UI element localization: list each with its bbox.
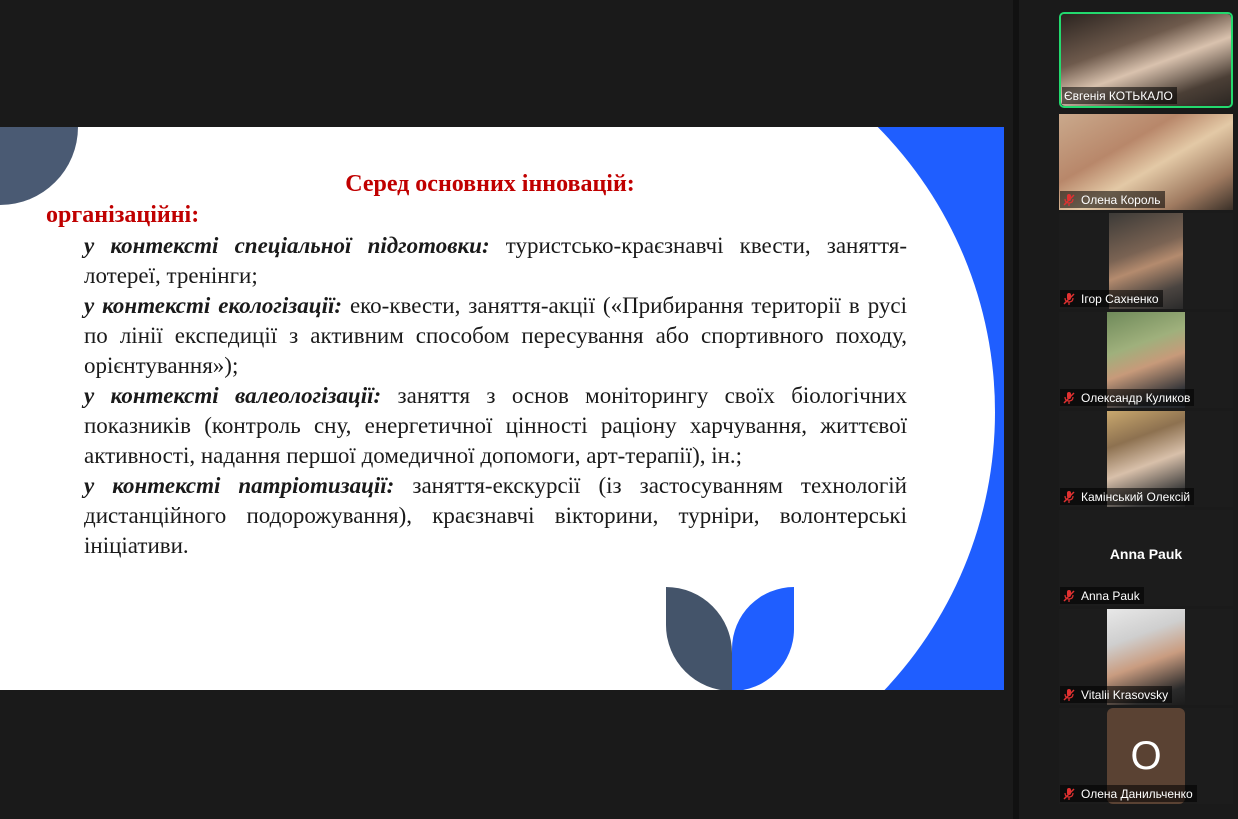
- participant-name-tag: [1062, 87, 1177, 104]
- paragraph-text: заняття-екскурсії (із застосуванням технологій дистанційного подорожування), краєзнавчі вікторини, турніри, волонтерські ініціативи.: [84, 473, 907, 558]
- participant-name: Олена Данильченко: [1081, 786, 1193, 801]
- mic-muted-icon: [1062, 193, 1076, 207]
- participants-panel: [1019, 0, 1238, 819]
- slide-heading: Серед основних інновацій:: [345, 171, 635, 197]
- participant-name: Anna Pauk: [1081, 588, 1140, 603]
- slide-paragraph: [84, 291, 907, 381]
- paragraph-text: заняття з основ моніторингу своїх біологічних показників (контроль сну, енергетичної цінності раціону харчування, життєвої активності, надання першої домедичної допомоги, арт-терапії), ін.;: [84, 383, 907, 468]
- paragraph-context: у контексті екологізації:: [84, 293, 343, 318]
- participant-tile[interactable]: [1059, 114, 1233, 210]
- mic-muted-icon: [1062, 292, 1076, 306]
- participant-name-tag: [1060, 785, 1197, 802]
- mic-muted-icon: [1062, 490, 1076, 504]
- participant-tile[interactable]: [1059, 12, 1233, 108]
- participant-name-tag: [1060, 389, 1194, 406]
- mic-muted-icon: [1062, 787, 1076, 801]
- slide-paragraph: [84, 471, 907, 561]
- participant-name-tag: [1060, 587, 1144, 604]
- participant-name: Олександр Куликов: [1081, 390, 1191, 405]
- slide-subheading: організаційні:: [46, 202, 200, 228]
- participant-name-tag: [1060, 191, 1165, 208]
- participant-tile[interactable]: [1059, 411, 1233, 507]
- slide-body: [84, 231, 907, 561]
- participant-name: Vitalii Krasovsky: [1081, 687, 1169, 702]
- paragraph-text: туристсько-краєзнавчі квести, заняття-лотереї, тренінги;: [84, 233, 907, 288]
- participant-name: Ігор Сахненко: [1081, 291, 1159, 306]
- participant-avatar: О: [1107, 708, 1185, 804]
- slide-text-area: [0, 127, 1004, 690]
- mic-muted-icon: [1062, 391, 1076, 405]
- participant-name: Олена Король: [1081, 192, 1161, 207]
- paragraph-text: еко-квести, заняття-акції («Прибирання території в русі по лінії експедиції з активним способом пересування або спортивного походу, орієнтування»);: [84, 293, 907, 378]
- presentation-slide: [0, 127, 1004, 690]
- participant-tile[interactable]: [1059, 213, 1233, 309]
- participant-name-tag: [1060, 686, 1172, 703]
- participant-tile[interactable]: [1059, 510, 1233, 606]
- paragraph-context: у контексті валеологізації:: [84, 383, 382, 408]
- participant-tile[interactable]: [1059, 708, 1233, 804]
- participant-name: Євгенія КОТЬКАЛО: [1064, 88, 1173, 103]
- paragraph-context: у контексті спеціальної підготовки:: [84, 233, 490, 258]
- paragraph-context: у контексті патріотизації:: [84, 473, 395, 498]
- participant-name-tag: [1060, 290, 1163, 307]
- slide-paragraph: [84, 231, 907, 291]
- mic-muted-icon: [1062, 589, 1076, 603]
- participant-name: Камінський Олексій: [1081, 489, 1191, 504]
- slide-paragraph: [84, 381, 907, 471]
- participant-name-tag: [1060, 488, 1194, 505]
- mic-muted-icon: [1062, 688, 1076, 702]
- participant-tile[interactable]: [1059, 609, 1233, 705]
- participant-tile[interactable]: [1059, 312, 1233, 408]
- participant-display-name: Anna Pauk: [1109, 546, 1183, 562]
